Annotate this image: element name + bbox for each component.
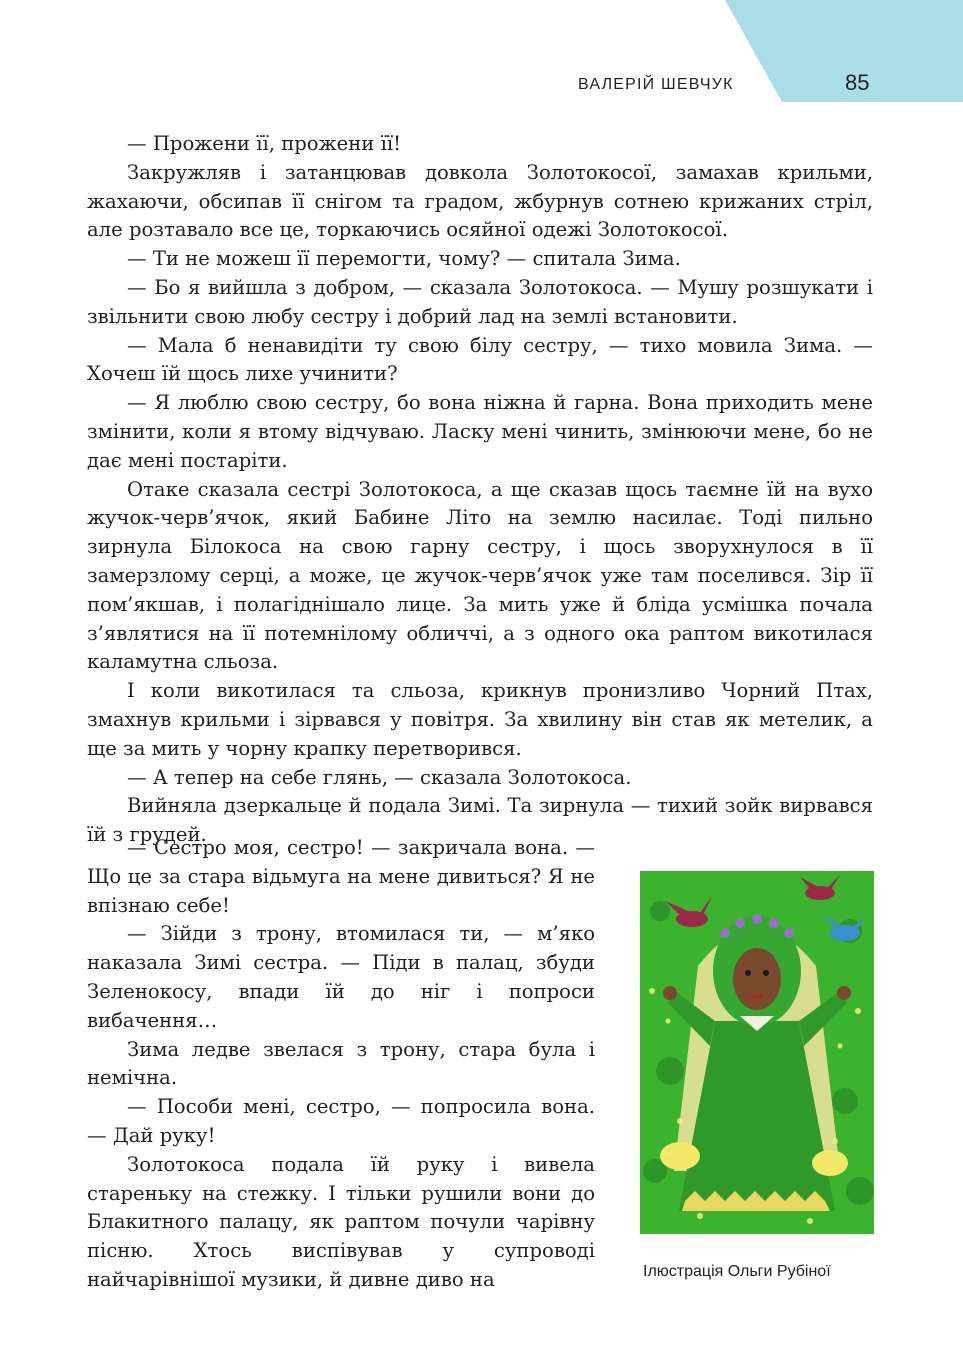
paragraph: Отаке сказала сестрі Золотокоса, а ще сказав щось таємне їй на вухо жучок-черв’ячок, який Бабине Літо на землю насилає. Тоді пильно зирнула Білокоса на свою гарну сестру, і щось зворухнулося в її замерзлому серці, а може, це жучок-черв’ячок уже там поселився. Зір її пом’якшав, і полагіднішало лице. За мить уже й бліда усмішка почала з’являтися на її потемнілому обличчі, а з одного ока раптом викотилася каламутна сльоза. <box>87 477 873 674</box>
story-text-full-width <box>87 130 873 850</box>
story-text-column <box>87 834 595 1295</box>
illustration <box>640 871 874 1234</box>
paragraph: — А тепер на себе глянь, — сказала Золотокоса. <box>127 765 632 789</box>
paragraph: І коли викотилася та сльоза, крикнув пронизливо Чорний Птах, змахнув крильми і зірвався у повітря. За хвилину він став як метелик, а ще за мить у чорну крапку перетворився. <box>87 679 873 760</box>
paragraph: — Прожени її, прожени її! <box>127 132 401 155</box>
paragraph: — Пособи мені, сестро, — попросила вона. — Дай руку! <box>87 1095 595 1147</box>
paragraph: — Зійди з трону, втомилася ти, — м’яко наказала Зимі сестра. — Піди в палац, збуди Зеленокосу, впади їй до ніг і попроси вибачення… <box>87 922 595 1032</box>
paragraph: Золотокоса подала їй руку і вивела стареньку на стежку. І тільки рушили вони до Блакитного палацу, як раптом почули чарівну пісню. Хтось виспівував у супроводі найчарівнішої музики, й дивне диво на <box>87 1152 595 1291</box>
illustration-caption: Ілюстрація Ольги Рубіної <box>643 1263 831 1280</box>
paragraph: — Ти не можеш її перемогти, чому? — спитала Зима. <box>127 247 681 271</box>
paragraph: — Сестро моя, сестро! — закричала вона. — Що це за стара відьмуга на мене дивиться? Я не впізнаю себе! <box>87 836 595 917</box>
paragraph: Зима ледве звелася з трону, стара була і немічна. <box>87 1037 595 1090</box>
paragraph: Закружляв і затанцював довкола Золотокосої, замахав крильми, жахаючи, обсипав її снігом та градом, жбурнув сотнею крижаних стріл, але розтавало все це, торкаючись осяйної одежі Золотокосої. <box>87 160 873 242</box>
page-number: 85 <box>845 70 870 95</box>
paragraph: — Бо я вийшла з добром, — сказала Золотокоса. — Мушу розшукати і звільнити свою любу сестру і добрий лад на землі встановити. <box>87 275 873 328</box>
paragraph: — Мала б ненавидіти ту свою білу сестру, — тихо мовила Зима. — Хочеш їй щось лихе учинити? <box>87 333 873 386</box>
running-header-author: ВАЛЕРІЙ ШЕВЧУК <box>578 76 734 93</box>
paragraph: Вийняла дзеркальце й подала Зимі. Та зирнула — тихий зойк вирвався їй з грудей. <box>87 794 873 847</box>
paragraph: — Я люблю свою сестру, бо вона ніжна й гарна. Вона приходить мене змінити, коли я втому відчуваю. Ласку мені чинить, змінюючи мене, бо не дає мені постаріти. <box>87 391 873 472</box>
page-corner-tab <box>725 0 963 102</box>
